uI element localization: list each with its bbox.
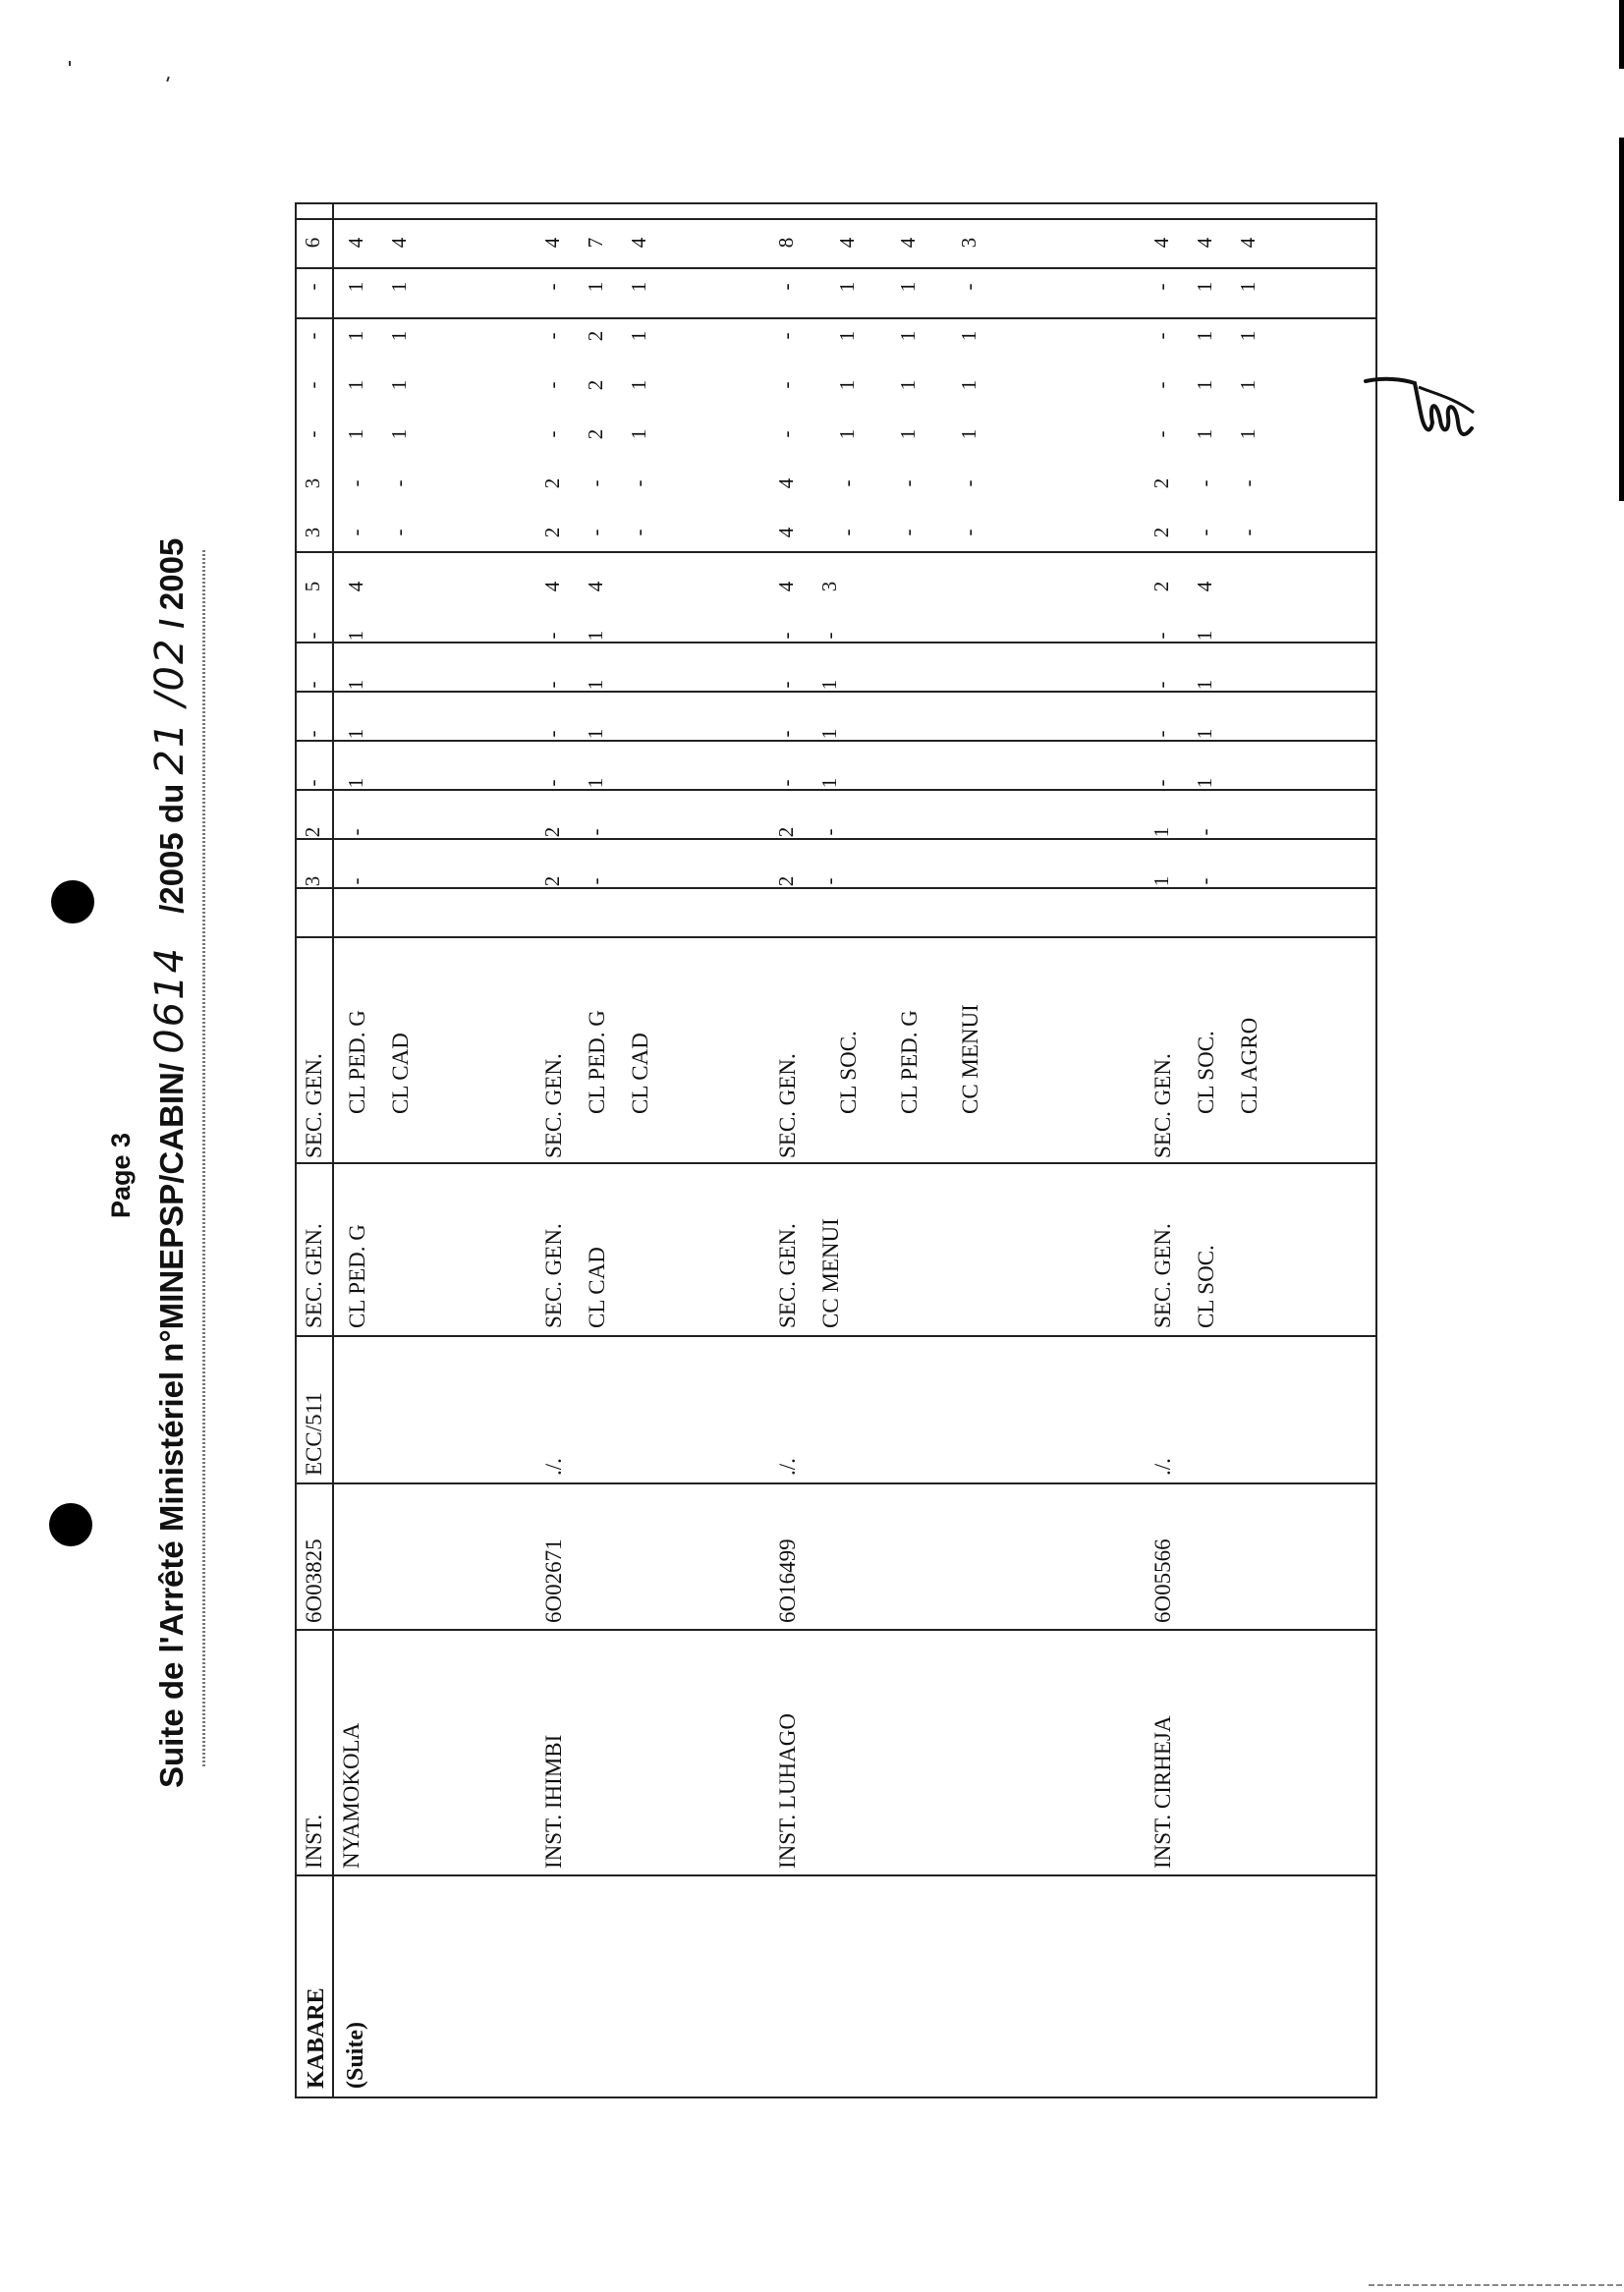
column-divider (297, 1162, 1375, 1164)
count-cell: 4 (344, 237, 367, 249)
count-cell: - (774, 430, 798, 438)
count-cell: - (1149, 779, 1173, 787)
header-divider (332, 204, 334, 2096)
school-name: INST. (302, 1814, 326, 1869)
count-cell: - (301, 681, 324, 689)
count-cell: 1 (387, 379, 411, 391)
school-code: 6O16499 (775, 1538, 800, 1623)
count-cell: - (540, 381, 564, 389)
count-cell: 1 (627, 428, 650, 440)
count-cell: - (774, 730, 798, 738)
ref-number: ECC/511 (302, 1392, 326, 1476)
count-cell: - (540, 632, 564, 640)
section-name: CC MENUI (958, 1004, 982, 1114)
count-cell: 1 (1193, 777, 1216, 789)
count-cell: - (1193, 479, 1216, 487)
section-name: CL SOC. (836, 1031, 861, 1114)
section-name: CL AGRO (1237, 1017, 1261, 1114)
count-cell: 1 (627, 379, 650, 391)
scan-speck (69, 61, 71, 66)
scan-artifact-line (1369, 2284, 1624, 2286)
count-cell: - (301, 779, 324, 787)
count-cell: 2 (540, 527, 564, 538)
count-cell: - (301, 730, 324, 738)
count-cell: 1 (817, 777, 841, 789)
count-cell: - (387, 479, 411, 487)
section-name: SEC. GEN. (541, 1223, 566, 1328)
count-cell: 4 (774, 581, 798, 592)
count-cell: 4 (540, 237, 564, 249)
count-cell: 1 (627, 330, 650, 342)
count-cell: 4 (1193, 237, 1216, 249)
section-name: CL CAD (388, 1033, 413, 1114)
column-divider (297, 317, 1375, 319)
count-cell: - (774, 779, 798, 787)
school-name: INST. LUHAGO (775, 1712, 800, 1869)
count-cell: 1 (344, 728, 367, 740)
count-cell: 1 (1193, 330, 1216, 342)
count-cell: - (301, 632, 324, 640)
count-cell: 1 (957, 379, 980, 391)
count-cell: - (957, 529, 980, 536)
column-divider (297, 936, 1375, 938)
count-cell: 4 (774, 477, 798, 489)
count-cell: 1 (896, 281, 920, 293)
title-prefix: Suite de l'Arrêté Ministériel n°MINEPSP/CABIN/ (153, 1062, 190, 1788)
school-code: 6O03825 (302, 1538, 326, 1623)
count-cell: 2 (1149, 581, 1173, 592)
count-cell: - (1149, 430, 1173, 438)
count-cell: 1 (1236, 379, 1260, 391)
column-divider (297, 1335, 1375, 1337)
column-divider (297, 1874, 1375, 1876)
count-cell: 1 (344, 630, 367, 642)
count-cell: - (1193, 828, 1216, 836)
count-cell: 2 (584, 330, 607, 342)
count-cell: 4 (540, 581, 564, 592)
count-cell: 1 (344, 428, 367, 440)
count-cell: - (957, 479, 980, 487)
count-cell: - (774, 381, 798, 389)
title-suffix: / 2005 (153, 537, 190, 629)
count-cell: 2 (584, 428, 607, 440)
count-cell: - (1193, 877, 1216, 885)
count-cell: 1 (1193, 379, 1216, 391)
count-cell: 2 (301, 826, 324, 838)
signature (1364, 373, 1482, 452)
allocation-table (295, 202, 1377, 2098)
section-name: SEC. GEN. (302, 1223, 326, 1328)
count-cell: 4 (1149, 237, 1173, 249)
count-cell: - (344, 877, 367, 885)
count-cell: 1 (1193, 281, 1216, 293)
count-cell: 1 (344, 379, 367, 391)
count-cell: 1 (584, 728, 607, 740)
title-underline (202, 550, 205, 1768)
count-cell: 2 (540, 875, 564, 887)
count-cell: 1 (1193, 728, 1216, 740)
count-cell: - (1149, 730, 1173, 738)
count-cell: 1 (584, 777, 607, 789)
section-name: SEC. GEN. (1150, 1223, 1175, 1328)
count-cell: 1 (835, 379, 859, 391)
count-cell: - (817, 632, 841, 640)
count-cell: - (540, 332, 564, 340)
cell-divider (297, 317, 330, 319)
count-cell: 1 (1236, 428, 1260, 440)
column-divider (297, 267, 1375, 269)
count-cell: - (1149, 681, 1173, 689)
count-cell: 8 (774, 237, 798, 249)
count-cell: 1 (584, 281, 607, 293)
count-cell: - (1149, 381, 1173, 389)
count-cell: 1 (896, 428, 920, 440)
count-cell: - (301, 332, 324, 340)
count-cell: 3 (957, 237, 980, 249)
section-name: CL PED. G (345, 1224, 369, 1328)
count-cell: - (344, 529, 367, 536)
page-label: Page 3 (106, 1132, 136, 1218)
count-cell: 1 (957, 330, 980, 342)
count-cell: 1 (344, 777, 367, 789)
count-cell: 2 (540, 826, 564, 838)
ref-number: ./. (775, 1458, 800, 1476)
count-cell: 1 (835, 330, 859, 342)
count-cell: - (1236, 479, 1260, 487)
cell-divider (297, 267, 330, 269)
count-cell: - (774, 332, 798, 340)
count-cell: - (835, 479, 859, 487)
count-cell: 2 (540, 477, 564, 489)
count-cell: - (584, 877, 607, 885)
count-cell: - (774, 283, 798, 291)
page-title (147, 538, 193, 1788)
scan-edge-mark (1619, 0, 1624, 69)
count-cell: 1 (835, 428, 859, 440)
count-cell: 1 (344, 281, 367, 293)
count-cell: 1 (584, 630, 607, 642)
count-cell: - (896, 479, 920, 487)
count-cell: 4 (1193, 581, 1216, 592)
territory-note: (Suite) (343, 2022, 368, 2089)
count-cell: 1 (344, 330, 367, 342)
column-divider (297, 551, 1375, 553)
school-name: NYAMOKOLA (339, 1722, 364, 1869)
column-divider (297, 1629, 1375, 1631)
count-cell: 1 (896, 379, 920, 391)
school-code: 6O05566 (1150, 1538, 1175, 1623)
count-cell: - (835, 529, 859, 536)
section-name: SEC. GEN. (775, 1223, 800, 1328)
count-cell: - (817, 877, 841, 885)
count-cell: 2 (774, 875, 798, 887)
count-cell: - (540, 283, 564, 291)
count-cell: 1 (1149, 875, 1173, 887)
title-mid: /2005 du (153, 783, 190, 914)
count-cell: - (1149, 632, 1173, 640)
count-cell: 1 (344, 679, 367, 691)
section-name: SEC. GEN. (1150, 1053, 1175, 1158)
count-cell: 1 (387, 281, 411, 293)
count-cell: 1 (896, 330, 920, 342)
scan-edge-mark (1619, 138, 1624, 501)
count-cell: 1 (627, 281, 650, 293)
count-cell: 1 (1193, 428, 1216, 440)
count-cell: - (387, 529, 411, 536)
count-cell: 1 (1236, 281, 1260, 293)
handwritten-number: 0614 (147, 946, 193, 1054)
count-cell: - (774, 681, 798, 689)
count-cell: 4 (387, 237, 411, 249)
count-cell: 2 (774, 826, 798, 838)
section-name: SEC. GEN. (302, 1053, 326, 1158)
count-cell: - (540, 430, 564, 438)
count-cell: - (540, 730, 564, 738)
count-cell: - (627, 479, 650, 487)
count-cell: - (301, 430, 324, 438)
count-cell: - (627, 529, 650, 536)
count-cell: 4 (584, 581, 607, 592)
count-cell: - (344, 479, 367, 487)
count-cell: - (817, 828, 841, 836)
count-cell: 6 (301, 237, 324, 249)
count-cell: 7 (584, 237, 607, 249)
scan-speck (166, 77, 170, 82)
section-name: SEC. GEN. (775, 1053, 800, 1158)
section-name: CL PED. G (585, 1010, 609, 1114)
count-cell: - (957, 283, 980, 291)
count-cell: 1 (387, 428, 411, 440)
school-name: INST. CIRHEJA (1150, 1715, 1175, 1869)
section-name: CL SOC. (1194, 1031, 1218, 1114)
count-cell: - (301, 283, 324, 291)
column-divider (297, 1482, 1375, 1484)
ref-number: ./. (1150, 1458, 1175, 1476)
school-name: INST. IHIMBI (541, 1734, 566, 1869)
count-cell: - (1149, 332, 1173, 340)
section-name: SEC. GEN. (541, 1053, 566, 1158)
count-cell: 1 (835, 281, 859, 293)
count-cell: 4 (627, 237, 650, 249)
count-cell: - (584, 828, 607, 836)
count-cell: 1 (584, 679, 607, 691)
count-cell: 2 (1149, 477, 1173, 489)
section-name: CC MENUI (818, 1218, 843, 1328)
count-cell: - (344, 828, 367, 836)
count-cell: 4 (896, 237, 920, 249)
count-cell: 1 (387, 330, 411, 342)
count-cell: 1 (1236, 330, 1260, 342)
school-code: 6O02671 (541, 1538, 566, 1623)
count-cell: 1 (1193, 630, 1216, 642)
section-name: CL SOC. (1194, 1245, 1218, 1328)
count-cell: 4 (344, 581, 367, 592)
count-cell: - (540, 779, 564, 787)
count-cell: - (584, 479, 607, 487)
section-name: CL PED. G (345, 1010, 369, 1114)
count-cell: - (774, 632, 798, 640)
count-cell: 3 (817, 581, 841, 592)
punch-hole (51, 880, 94, 923)
punch-hole (49, 1503, 92, 1546)
count-cell: - (301, 381, 324, 389)
count-cell: - (1149, 283, 1173, 291)
count-cell: - (1236, 529, 1260, 536)
section-name: CL PED. G (897, 1010, 922, 1114)
count-cell: 4 (774, 527, 798, 538)
count-cell: 5 (301, 581, 324, 592)
count-cell: 1 (817, 679, 841, 691)
section-name: CL CAD (585, 1247, 609, 1328)
handwritten-date: 21 /02 (147, 637, 193, 775)
count-cell: 1 (1149, 826, 1173, 838)
count-cell: - (1193, 529, 1216, 536)
count-cell: - (540, 681, 564, 689)
count-cell: - (896, 529, 920, 536)
count-cell: 4 (835, 237, 859, 249)
ref-number: ./. (541, 1458, 566, 1476)
section-name: CL CAD (628, 1033, 652, 1114)
count-cell: 3 (301, 875, 324, 887)
column-divider (297, 218, 1375, 220)
count-cell: 2 (1149, 527, 1173, 538)
count-cell: 1 (817, 728, 841, 740)
count-cell: - (584, 529, 607, 536)
count-cell: 1 (1193, 679, 1216, 691)
count-cell: 3 (301, 527, 324, 538)
count-cell: 3 (301, 477, 324, 489)
count-cell: 1 (957, 428, 980, 440)
territory-name: KABARE (304, 1987, 329, 2089)
count-cell: 2 (584, 379, 607, 391)
count-cell: 4 (1236, 237, 1260, 249)
